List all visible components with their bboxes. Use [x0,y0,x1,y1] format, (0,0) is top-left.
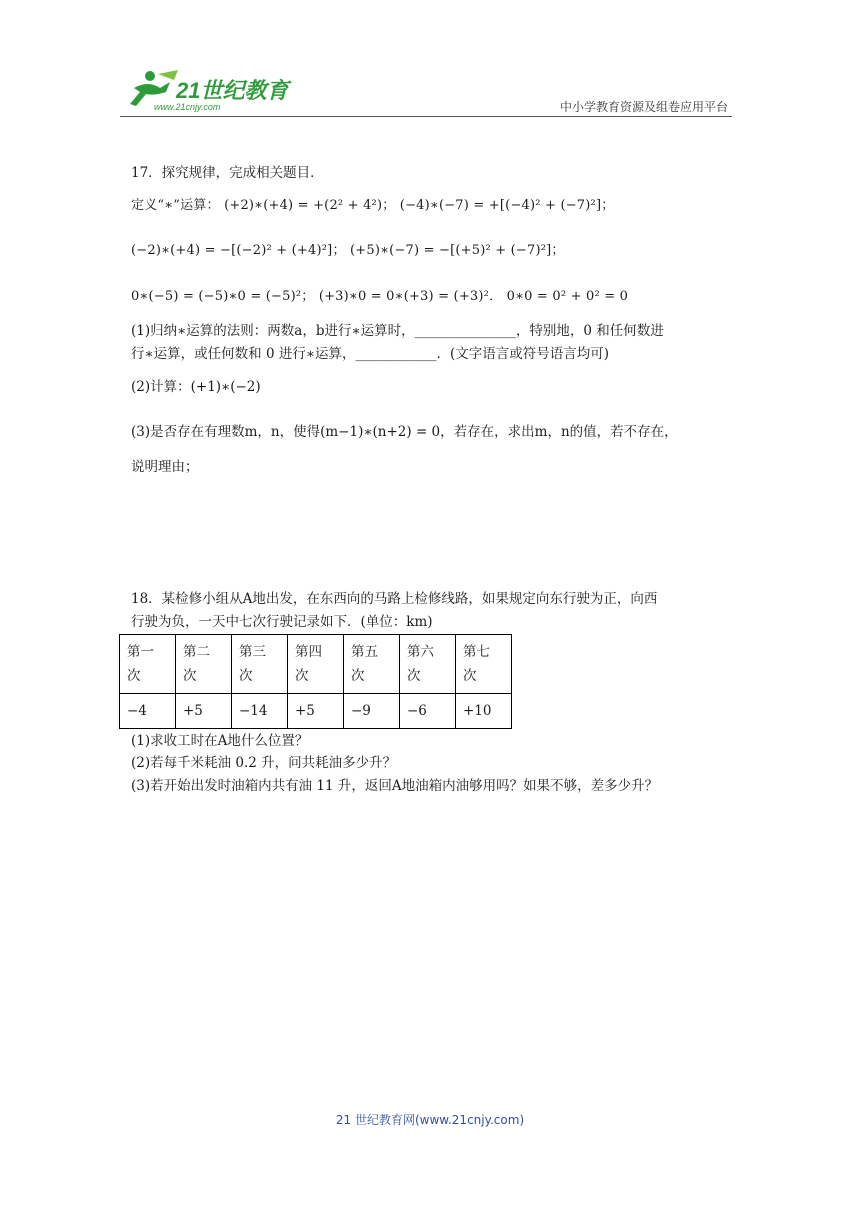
trip-record-table [119,634,512,729]
table-header-cell: 第四 次 [288,635,344,694]
q17-part1-line1: (1)归纳∗运算的法则：两数a，b进行∗运算时，_______________，特别地，0 和任何数进 [131,323,664,339]
table-header-cell: 第三 次 [232,635,288,694]
table-value-cell: +10 [456,694,512,729]
q18-part3: (3)若开始出发时油箱内共有油 11 升，返回A地油箱内油够用吗？如果不够，差多少升？ [131,778,659,794]
page-header [120,66,732,118]
table-value-cell: −9 [344,694,400,729]
definition-example-6: (+3)∗0 = 0∗(+3) = (+3)²． [318,289,503,304]
definition-prefix: 定义“∗”运算： [131,198,220,213]
table-value-cell: −6 [400,694,456,729]
table-header-cell: 第六 次 [400,635,456,694]
table-header-cell: 第二 次 [176,635,232,694]
definition-example-2: (−4)∗(−7) = +[(−4)² + (−7)²]； [399,198,615,213]
definition-example-4: (+5)∗(−7) = −[(+5)² + (−7)²]； [349,243,565,258]
table-value-cell: +5 [176,694,232,729]
q17-definition-line3 [131,287,628,307]
logo-text: 21世纪教育 [176,78,289,103]
table-header-cell: 第七 次 [456,635,512,694]
table-value-cell: −14 [232,694,288,729]
q17-title: 17．探究规律，完成相关题目． [131,165,324,181]
table-value-cell: −4 [120,694,176,729]
page-footer[interactable]: 21 世纪教育网(www.21cnjy.com) [335,1113,525,1127]
table-header-row [120,635,512,694]
q17-part3-line1: (3)是否存在有理数m，n，使得(m−1)∗(n+2) = 0，若存在，求出m，n的值，若不存在， [131,424,678,440]
definition-example-1: (+2)∗(+4) = +(2² + 4²)； [224,198,396,213]
q17-part3-line2: 说明理由； [131,459,199,475]
definition-example-7: 0∗0 = 0² + 0² = 0 [506,289,629,304]
q18-intro-line1: 18．某检修小组从A地出发，在东西向的马路上检修线路，如果规定向东行驶为正，向西 [131,591,658,607]
q17-definition-line2 [131,241,565,261]
q17-definition-line1 [131,196,614,216]
q18-intro-line2: 行驶为负，一天中七次行驶记录如下．(单位：km) [131,614,433,630]
table-header-cell: 第五 次 [344,635,400,694]
site-logo [120,66,300,116]
table-values-row [120,694,512,729]
q18-part1: (1)求收工时在A地什么位置？ [131,733,309,749]
definition-example-3: (−2)∗(+4) = −[(−2)² + (+4)²]； [131,243,346,258]
header-divider [120,116,732,117]
table-value-cell: +5 [288,694,344,729]
q17-part2: (2)计算：(+1)∗(−2) [131,379,261,395]
q18-part2: (2)若每千米耗油 0.2 升，问共耗油多少升？ [131,755,397,771]
table-header-cell: 第一 次 [120,635,176,694]
definition-example-5: 0∗(−5) = (−5)∗0 = (−5)²； [131,289,315,304]
header-tagline: 中小学教育资源及组卷应用平台 [559,100,728,114]
q17-part1-line2: 行∗运算，或任何数和 0 进行∗运算，____________．(文字语言或符号语言均可) [131,346,610,362]
logo-url: www.21cnjy.com [154,102,221,112]
